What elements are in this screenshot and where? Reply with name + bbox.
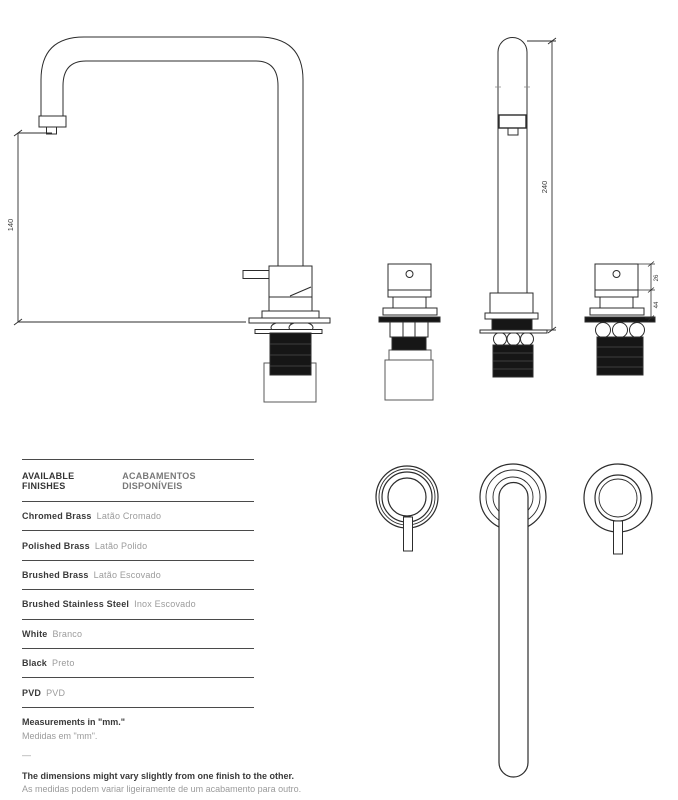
- finishes-title-pt: ACABAMENTOS DISPONÍVEIS: [122, 470, 196, 491]
- dimension-140: [14, 130, 246, 325]
- measurements-note-pt: Medidas em "mm".: [22, 730, 98, 741]
- finishes-title-en: AVAILABLE FINISHES: [22, 470, 75, 491]
- variance-note-pt: As medidas podem variar ligeiramente de um acabamento para outro.: [22, 784, 302, 794]
- spout-front-view-drawing: [480, 38, 547, 378]
- finish-row-pvd: PVD PVD: [22, 678, 254, 707]
- mixer-handle-front-view-right: [585, 264, 655, 375]
- notes-separator: —: [22, 750, 31, 760]
- dimension-label-240: 240: [540, 180, 549, 194]
- finish-row-black: Black Preto: [22, 649, 254, 678]
- dimension-label-140: 140: [6, 218, 15, 232]
- finishes-table-header: [22, 459, 254, 502]
- handle-top-view-right: [584, 464, 652, 554]
- finishes-table: [22, 459, 254, 708]
- mixer-handle-front-view-left: [379, 264, 440, 400]
- variance-note-en: The dimensions might vary slightly from one finish to the other.: [22, 770, 295, 781]
- dimension-label-26: 26: [654, 274, 660, 282]
- measurements-note-en: Measurements in "mm.": [22, 717, 126, 727]
- dimension-label-44: 44: [654, 301, 660, 309]
- faucet-side-view-drawing: [39, 37, 330, 402]
- finish-row-white: White Branco: [22, 620, 254, 649]
- finish-row-brushed-stainless-steel: Brushed Stainless Steel Inox Escovado: [22, 590, 254, 619]
- finish-row-polished-brass: Polished Brass Latão Polido: [22, 531, 254, 560]
- finish-row-chromed-brass: Chromed Brass Latão Cromado: [22, 502, 254, 531]
- handle-top-view-left: [376, 466, 438, 551]
- finish-row-brushed-brass: Brushed Brass Latão Escovado: [22, 561, 254, 590]
- spout-top-view-drawing: [480, 464, 546, 777]
- notes-block: [22, 716, 352, 797]
